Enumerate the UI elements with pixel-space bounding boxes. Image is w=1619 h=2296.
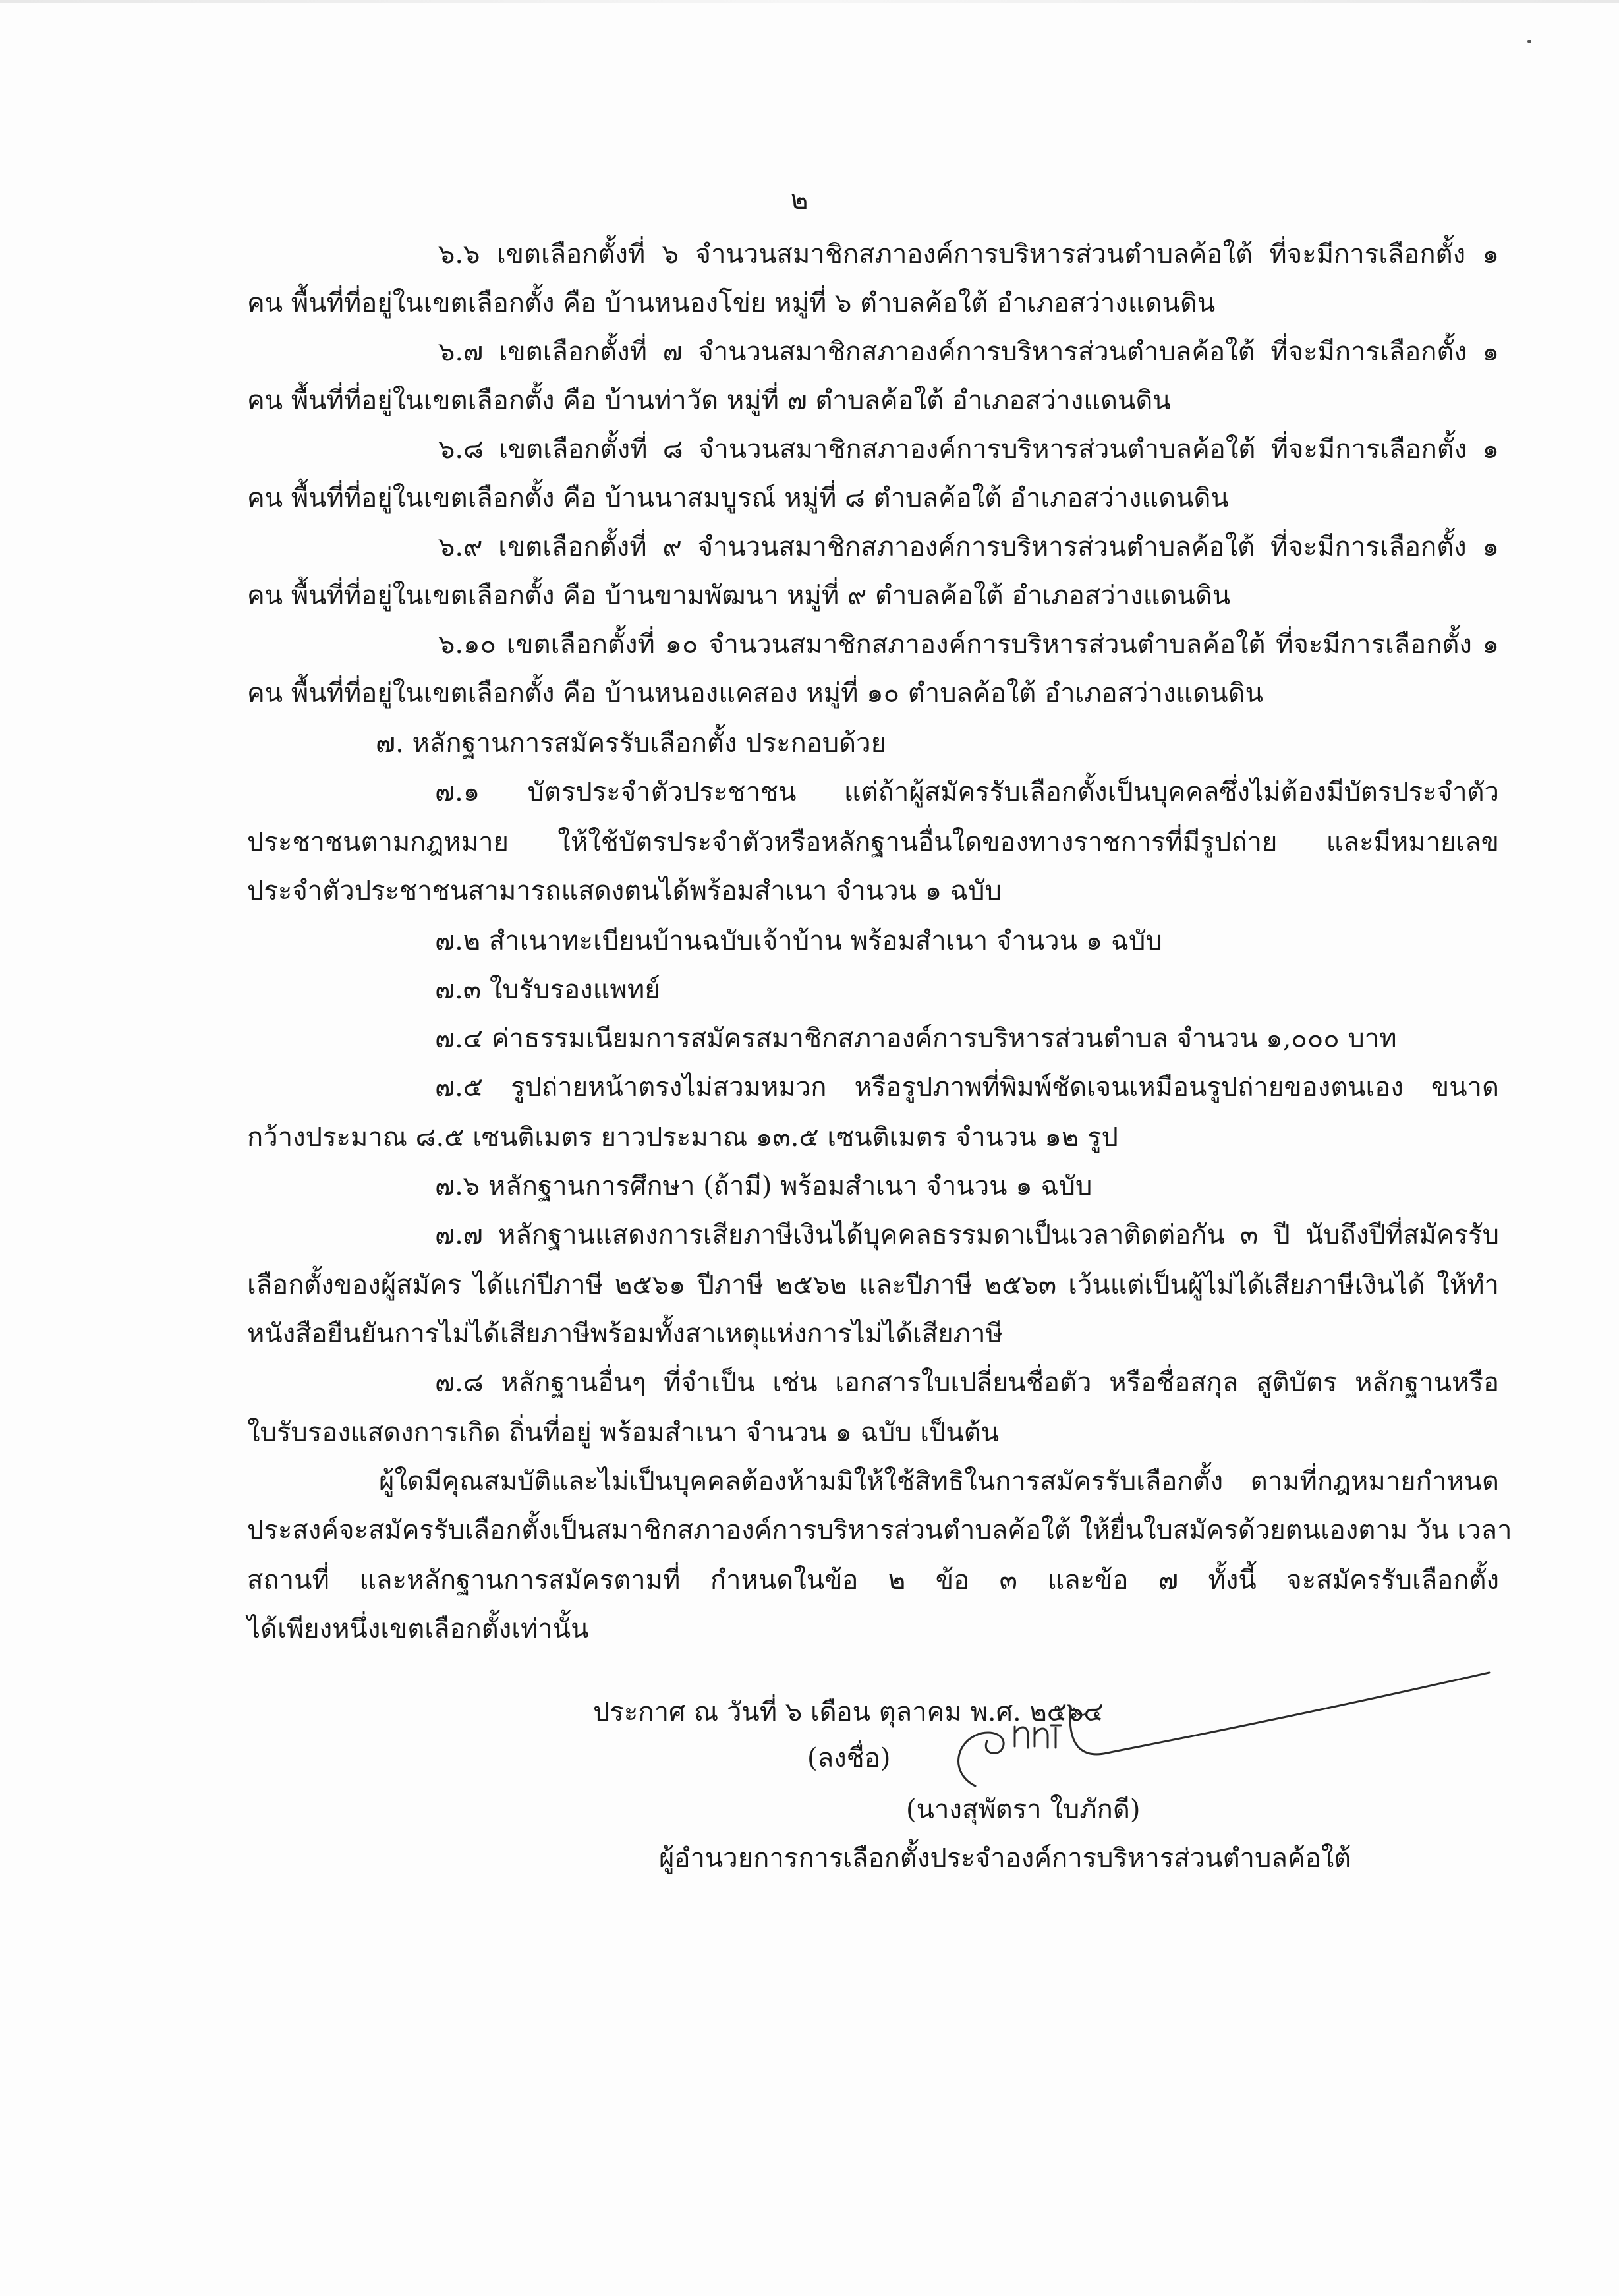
item-7-4: ๗.๔ ค่าธรรมเนียมการสมัครสมาชิกสภาองค์การบริหารส่วนตำบล จำนวน ๑,๐๐๐ บาท (435, 1023, 1397, 1054)
scan-edge-shadow (0, 0, 1619, 3)
district-6-line2: คน พื้นที่ที่อยู่ในเขตเลือกตั้ง คือ บ้านหนองโข่ย หมู่ที่ ๖ ตำบลค้อใต้ อำเภอสว่างแดนดิน (247, 288, 1216, 318)
closing-line1: ผู้ใดมีคุณสมบัติและไม่เป็นบุคคลต้องห้ามมิให้ใช้สิทธิในการสมัครรับเลือกตั้ง ตามที่กฎหมายกำหนด (379, 1466, 1499, 1497)
district-7-line2: คน พื้นที่ที่อยู่ในเขตเลือกตั้ง คือ บ้านท่าวัด หมู่ที่ ๗ ตำบลค้อใต้ อำเภอสว่างแดนดิน (247, 386, 1171, 416)
item-7-1-line2: ประชาชนตามกฎหมาย ให้ใช้บัตรประจำตัวหรือหลักฐานอื่นใดของทางราชการที่มีรูปถ่าย และมีหมายเลข (247, 827, 1499, 857)
signatory-name: (นางสุพัตรา ใบภักดี) (906, 1794, 1141, 1825)
closing-line2: ประสงค์จะสมัครรับเลือกตั้งเป็นสมาชิกสภาองค์การบริหารส่วนตำบลค้อใต้ ให้ยื่นใบสมัครด้วยตนเองตาม วัน เวลา (247, 1515, 1512, 1545)
section7-heading: ๗. หลักฐานการสมัครรับเลือกตั้ง ประกอบด้วย (376, 728, 887, 759)
district-10-line1: ๖.๑๐ เขตเลือกตั้งที่ ๑๐ จำนวนสมาชิกสภาองค์การบริหารส่วนตำบลค้อใต้ ที่จะมีการเลือกตั้ง ๑ (438, 629, 1499, 660)
announcement-date: ประกาศ ณ วันที่ ๖ เดือน ตุลาคม พ.ศ. ๒๕๖๔ (593, 1697, 1104, 1727)
closing-line3: สถานที่ และหลักฐานการสมัครตามที่ กำหนดในข้อ ๒ ข้อ ๓ และข้อ ๗ ทั้งนี้ จะสมัครรับเลือกตั้ง (247, 1565, 1499, 1595)
district-9-line1: ๖.๙ เขตเลือกตั้งที่ ๙ จำนวนสมาชิกสภาองค์การบริหารส่วนตำบลค้อใต้ ที่จะมีการเลือกตั้ง ๑ (438, 532, 1499, 562)
closing-line4: ได้เพียงหนึ่งเขตเลือกตั้งเท่านั้น (247, 1614, 589, 1644)
district-6-line1: ๖.๖ เขตเลือกตั้งที่ ๖ จำนวนสมาชิกสภาองค์การบริหารส่วนตำบลค้อใต้ ที่จะมีการเลือกตั้ง ๑ (438, 239, 1499, 270)
item-7-1-line1: ๗.๑ บัตรประจำตัวประชาชน แต่ถ้าผู้สมัครรับเลือกตั้งเป็นบุคคลซึ่งไม่ต้องมีบัตรประจำตัว (435, 777, 1499, 807)
district-8-line2: คน พื้นที่ที่อยู่ในเขตเลือกตั้ง คือ บ้านนาสมบูรณ์ หมู่ที่ ๘ ตำบลค้อใต้ อำเภอสว่างแดนดิน (247, 483, 1229, 513)
item-7-3: ๗.๓ ใบรับรองแพทย์ (435, 975, 660, 1005)
item-7-5-line1: ๗.๕ รูปถ่ายหน้าตรงไม่สวมหมวก หรือรูปภาพที่พิมพ์ชัดเจนเหมือนรูปถ่ายของตนเอง ขนาด (435, 1072, 1499, 1103)
scan-speck (1527, 40, 1531, 43)
item-7-7-line2: เลือกตั้งของผู้สมัคร ได้แก่ปีภาษี ๒๕๖๑ ปีภาษี ๒๕๖๒ และปีภาษี ๒๕๖๓ เว้นแต่เป็นผู้ไม่ได้เสียภาษีเงินได้ ให้ทำ (247, 1270, 1499, 1300)
item-7-8-line1: ๗.๘ หลักฐานอื่นๆ ที่จำเป็น เช่น เอกสารใบเปลี่ยนชื่อตัว หรือชื่อสกุล สูติบัตร หลักฐานหรือ (435, 1367, 1499, 1398)
signatory-position: ผู้อำนวยการการเลือกตั้งประจำองค์การบริหารส่วนตำบลค้อใต้ (659, 1843, 1351, 1874)
district-9-line2: คน พื้นที่ที่อยู่ในเขตเลือกตั้ง คือ บ้านขามพัฒนา หมู่ที่ ๙ ตำบลค้อใต้ อำเภอสว่างแดนดิน (247, 581, 1231, 611)
district-10-line2: คน พื้นที่ที่อยู่ในเขตเลือกตั้ง คือ บ้านหนองแคสอง หมู่ที่ ๑๐ ตำบลค้อใต้ อำเภอสว่างแดนดิน (247, 678, 1263, 708)
district-8-line1: ๖.๘ เขตเลือกตั้งที่ ๘ จำนวนสมาชิกสภาองค์การบริหารส่วนตำบลค้อใต้ ที่จะมีการเลือกตั้ง ๑ (438, 434, 1499, 465)
item-7-5-line2: กว้างประมาณ ๘.๕ เซนติเมตร ยาวประมาณ ๑๓.๕ เซนติเมตร จำนวน ๑๒ รูป (247, 1122, 1118, 1153)
item-7-7-line3: หนังสือยืนยันการไม่ได้เสียภาษีพร้อมทั้งสาเหตุแห่งการไม่ได้เสียภาษี (247, 1319, 1003, 1349)
item-7-8-line2: ใบรับรองแสดงการเกิด ถิ่นที่อยู่ พร้อมสำเนา จำนวน ๑ ฉบับ เป็นต้น (247, 1418, 1000, 1448)
page-number: ๒ (791, 185, 809, 215)
item-7-1-line3: ประจำตัวประชาชนสามารถแสดงตนได้พร้อมสำเนา จำนวน ๑ ฉบับ (247, 876, 1002, 906)
sign-label: (ลงชื่อ) (807, 1743, 891, 1773)
item-7-7-line1: ๗.๗ หลักฐานแสดงการเสียภาษีเงินได้บุคคลธรรมดาเป็นเวลาติดต่อกัน ๓ ปี นับถึงปีที่สมัครรับ (435, 1220, 1499, 1250)
item-7-6: ๗.๖ หลักฐานการศึกษา (ถ้ามี) พร้อมสำเนา จำนวน ๑ ฉบับ (435, 1171, 1093, 1201)
handwritten-signature (936, 1667, 1502, 1793)
district-7-line1: ๖.๗ เขตเลือกตั้งที่ ๗ จำนวนสมาชิกสภาองค์การบริหารส่วนตำบลค้อใต้ ที่จะมีการเลือกตั้ง ๑ (438, 337, 1499, 367)
item-7-2: ๗.๒ สำเนาทะเบียนบ้านฉบับเจ้าบ้าน พร้อมสำเนา จำนวน ๑ ฉบับ (435, 926, 1162, 956)
